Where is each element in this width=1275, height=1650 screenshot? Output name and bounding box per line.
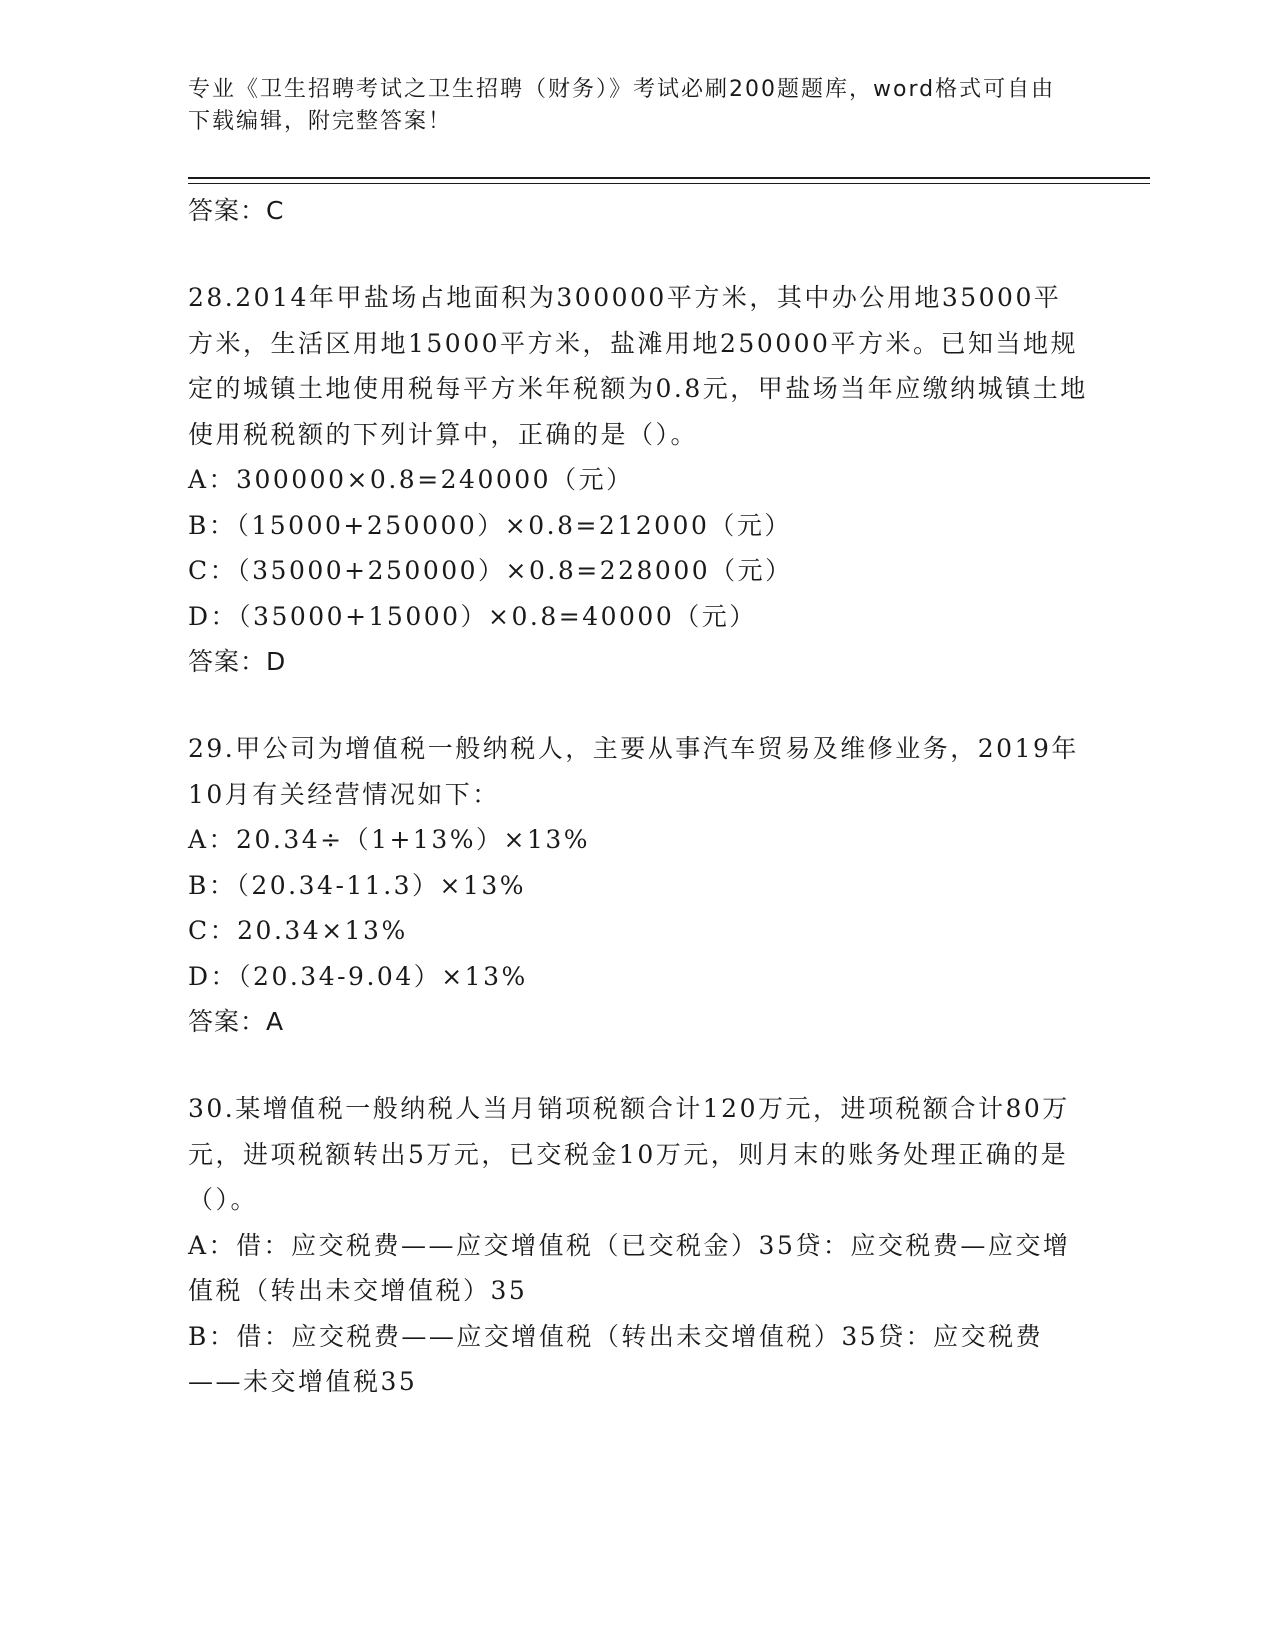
question-stem: 30.某增值税一般纳税人当月销项税额合计120万元，进项税额合计80万元，进项税额转出5万元，已交税金10万元，则月末的账务处理正确的是（）。 <box>188 1094 1070 1214</box>
question-30 <box>188 1086 1088 1405</box>
document-body <box>188 188 1088 1405</box>
option-d: D：（35000+15000）×0.8=40000（元） <box>188 601 757 631</box>
option-a: A：借：应交税费——应交增值税（已交税金）35贷：应交税费—应交增值税（转出未交增值税）35 <box>188 1230 1071 1305</box>
option-b: B：借：应交税费——应交增值税（转出未交增值税）35贷：应交税费——未交增值税35 <box>188 1321 1044 1396</box>
page-header: 专业《卫生招聘考试之卫生招聘（财务）》考试必刷200题题库，word格式可自由下载编辑，附完整答案！ <box>188 77 1056 134</box>
question-28 <box>188 275 1088 684</box>
option-c: C：（35000+250000）×0.8=228000（元） <box>188 556 793 585</box>
option-b: B：（20.34-11.3）×13% <box>188 870 527 900</box>
option-a: A：300000×0.8=240000（元） <box>188 465 634 494</box>
header-rule-thin <box>188 183 1150 184</box>
question-stem: 29.甲公司为增值税一般纳税人，主要从事汽车贸易及维修业务，2019年10月有关经营情况如下： <box>188 734 1079 809</box>
answer-line: 答案：C <box>188 196 285 225</box>
option-a: A：20.34÷（1+13%）×13% <box>188 825 591 854</box>
header-rule-thick <box>188 177 1150 179</box>
option-c: C：20.34×13% <box>188 916 408 945</box>
option-d: D：（20.34-9.04）×13% <box>188 961 528 991</box>
option-b: B：（15000+250000）×0.8=212000（元） <box>188 510 792 540</box>
answer-line: 答案：D <box>188 647 287 676</box>
question-29 <box>188 726 1088 1044</box>
answer-line: 答案：A <box>188 1007 285 1036</box>
question-stem: 28.2014年甲盐场占地面积为300000平方米，其中办公用地35000平方米，生活区用地15000平方米，盐滩用地250000平方米。已知当地规定的城镇土地使用税每平方米年税额为0.8元，甲盐场当年应缴纳城镇土地使用税税额的下列计算中，正确的是（）。 <box>188 283 1088 449</box>
